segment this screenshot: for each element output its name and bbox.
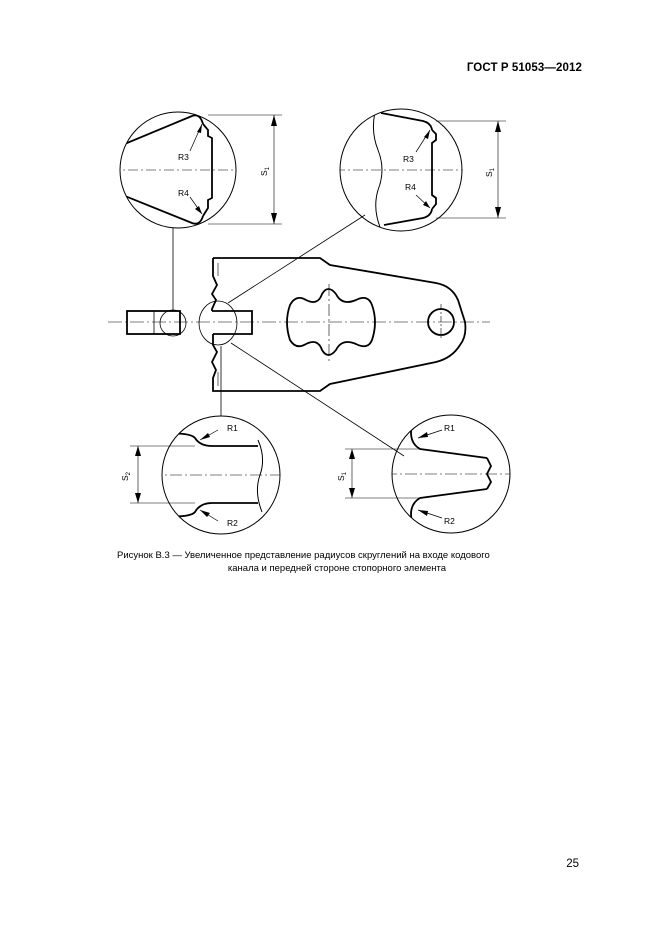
caption-line-2: канала и передней стороне стопорного элемента: [227, 563, 447, 574]
label-s2-bottom-left: $S_2$: [120, 471, 132, 481]
label-r1-bottom-left: R1: [227, 423, 238, 433]
caption-line-1: Рисунок В.3 — Увеличенное представление радиусов скруглений на входе кодового: [117, 550, 490, 561]
label-r2-bottom-right: R2: [444, 516, 455, 526]
label-r3-top-right: R3: [403, 154, 414, 164]
detail-bottom-left: [120, 416, 290, 534]
label-r3-top-left: R3: [178, 152, 189, 162]
label-s1-top-left: $S_1$: [259, 166, 271, 176]
label-r2-bottom-left: R2: [227, 518, 238, 528]
label-r4-top-right: R4: [405, 182, 416, 192]
detail-bottom-right: [336, 415, 515, 533]
page-number: 25: [566, 858, 579, 870]
figure-caption: [117, 549, 557, 575]
label-r1-bottom-right: R1: [444, 423, 455, 433]
detail-top-left: [110, 112, 282, 228]
label-s1-top-right: $S_1$: [484, 167, 496, 177]
standard-code: ГОСТ Р 51053—2012: [466, 62, 582, 74]
label-s1-bottom-right: $S_1$: [336, 471, 348, 481]
detail-top-right: [335, 108, 506, 232]
key-main-view: [108, 258, 490, 391]
label-r4-top-left: R4: [178, 188, 189, 198]
